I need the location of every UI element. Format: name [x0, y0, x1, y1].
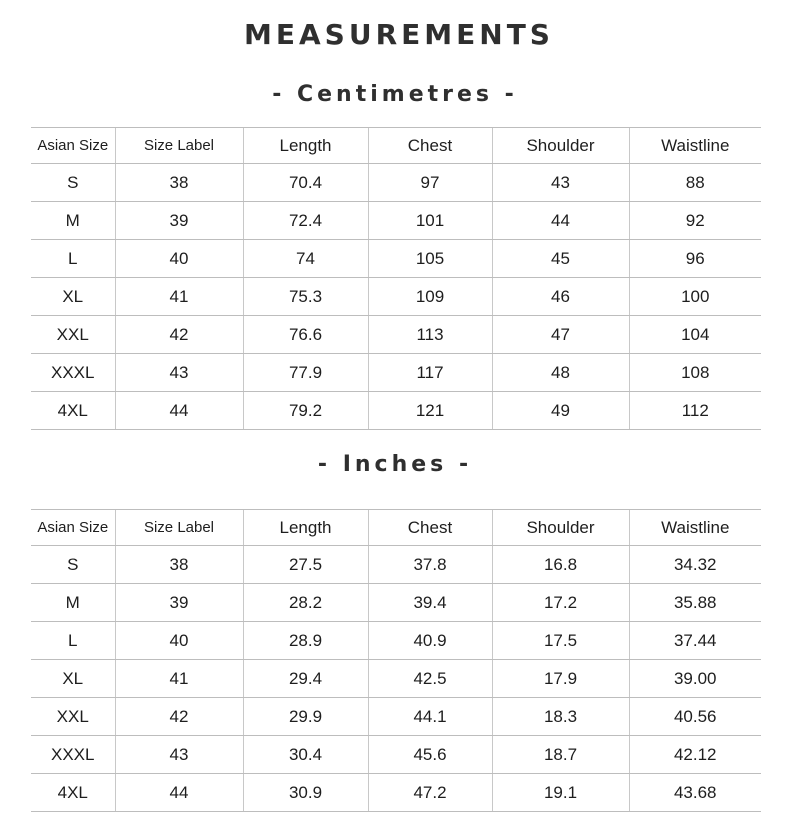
table-cell: 75.3	[243, 278, 368, 316]
table-cell: 34.32	[629, 546, 761, 584]
table-cell: 41	[115, 660, 243, 698]
column-header-asian-size: Asian Size	[31, 510, 115, 546]
table-cell: 17.5	[492, 622, 629, 660]
table-cell: 37.44	[629, 622, 761, 660]
table-cell: 30.4	[243, 736, 368, 774]
table-cell: XXXL	[31, 354, 115, 392]
table-row	[31, 546, 761, 584]
table-cell: 49	[492, 392, 629, 430]
table-cell: L	[31, 240, 115, 278]
table-cell: 92	[629, 202, 761, 240]
size-table-inches	[31, 509, 761, 812]
table-cell: 46	[492, 278, 629, 316]
table-cell: 43	[115, 354, 243, 392]
column-header-shoulder: Shoulder	[492, 510, 629, 546]
table-cell: XXL	[31, 316, 115, 354]
table-cell: 28.2	[243, 584, 368, 622]
table-row	[31, 584, 761, 622]
table-cell: 17.9	[492, 660, 629, 698]
table-cell: XXL	[31, 698, 115, 736]
table-cell: 48	[492, 354, 629, 392]
table-cell: 70.4	[243, 164, 368, 202]
table-cell: 112	[629, 392, 761, 430]
table-cell: 18.3	[492, 698, 629, 736]
table-cell: 101	[368, 202, 492, 240]
table-cell: 37.8	[368, 546, 492, 584]
table-cell: 42	[115, 316, 243, 354]
table-cell: XXXL	[31, 736, 115, 774]
table-cell: 88	[629, 164, 761, 202]
table-header-row	[31, 510, 761, 546]
table-cell: 38	[115, 546, 243, 584]
table-cell: 18.7	[492, 736, 629, 774]
column-header-length: Length	[243, 510, 368, 546]
column-header-asian-size: Asian Size	[31, 128, 115, 164]
table-row	[31, 164, 761, 202]
column-header-chest: Chest	[368, 510, 492, 546]
table-row	[31, 392, 761, 430]
table-cell: 27.5	[243, 546, 368, 584]
column-header-chest: Chest	[368, 128, 492, 164]
table-cell: 30.9	[243, 774, 368, 812]
table-cell: 40.56	[629, 698, 761, 736]
table-cell: 109	[368, 278, 492, 316]
table-cell: 16.8	[492, 546, 629, 584]
table-cell: 77.9	[243, 354, 368, 392]
table-cell: 72.4	[243, 202, 368, 240]
table-cell: 38	[115, 164, 243, 202]
section-heading-inches: - Inches -	[317, 452, 473, 477]
table-row	[31, 698, 761, 736]
table-cell: XL	[31, 660, 115, 698]
table-cell: 44.1	[368, 698, 492, 736]
table-cell: 79.2	[243, 392, 368, 430]
size-table-centimetres	[31, 127, 761, 430]
table-cell: 39.00	[629, 660, 761, 698]
table-cell: S	[31, 546, 115, 584]
table-cell: 104	[629, 316, 761, 354]
table-cell: M	[31, 202, 115, 240]
table-cell: 42.5	[368, 660, 492, 698]
table-cell: 28.9	[243, 622, 368, 660]
column-header-waistline: Waistline	[629, 510, 761, 546]
column-header-size-label: Size Label	[115, 128, 243, 164]
table-cell: 96	[629, 240, 761, 278]
table-cell: 17.2	[492, 584, 629, 622]
table-cell: 42.12	[629, 736, 761, 774]
table-row	[31, 240, 761, 278]
table-row	[31, 660, 761, 698]
table-cell: 97	[368, 164, 492, 202]
table-cell: 39	[115, 584, 243, 622]
table-cell: L	[31, 622, 115, 660]
table-cell: 44	[115, 774, 243, 812]
table-cell: 43.68	[629, 774, 761, 812]
section-heading-centimetres: - Centimetres -	[272, 82, 518, 107]
table-cell: 19.1	[492, 774, 629, 812]
table-cell: 4XL	[31, 392, 115, 430]
table-cell: 76.6	[243, 316, 368, 354]
table-header-row	[31, 128, 761, 164]
table-cell: 108	[629, 354, 761, 392]
table-cell: 74	[243, 240, 368, 278]
column-header-shoulder: Shoulder	[492, 128, 629, 164]
table-cell: 45	[492, 240, 629, 278]
table-cell: 42	[115, 698, 243, 736]
table-row	[31, 622, 761, 660]
table-cell: 39.4	[368, 584, 492, 622]
column-header-length: Length	[243, 128, 368, 164]
column-header-size-label: Size Label	[115, 510, 243, 546]
table-cell: 121	[368, 392, 492, 430]
table-cell: 43	[492, 164, 629, 202]
table-cell: 35.88	[629, 584, 761, 622]
table-row	[31, 736, 761, 774]
table-cell: 40	[115, 240, 243, 278]
column-header-waistline: Waistline	[629, 128, 761, 164]
table-cell: XL	[31, 278, 115, 316]
table-cell: 105	[368, 240, 492, 278]
table-cell: 40	[115, 622, 243, 660]
table-cell: 4XL	[31, 774, 115, 812]
table-row	[31, 202, 761, 240]
table-cell: 113	[368, 316, 492, 354]
table-row	[31, 316, 761, 354]
table-cell: 43	[115, 736, 243, 774]
table-cell: 39	[115, 202, 243, 240]
table-cell: 45.6	[368, 736, 492, 774]
table-row	[31, 354, 761, 392]
page-title: MEASUREMENTS	[244, 18, 554, 51]
table-cell: S	[31, 164, 115, 202]
table-cell: 44	[492, 202, 629, 240]
table-cell: 47	[492, 316, 629, 354]
table-row	[31, 278, 761, 316]
table-cell: 100	[629, 278, 761, 316]
table-cell: 40.9	[368, 622, 492, 660]
table-cell: M	[31, 584, 115, 622]
table-cell: 117	[368, 354, 492, 392]
table-cell: 47.2	[368, 774, 492, 812]
table-cell: 44	[115, 392, 243, 430]
table-cell: 41	[115, 278, 243, 316]
table-cell: 29.9	[243, 698, 368, 736]
table-cell: 29.4	[243, 660, 368, 698]
table-row	[31, 774, 761, 812]
